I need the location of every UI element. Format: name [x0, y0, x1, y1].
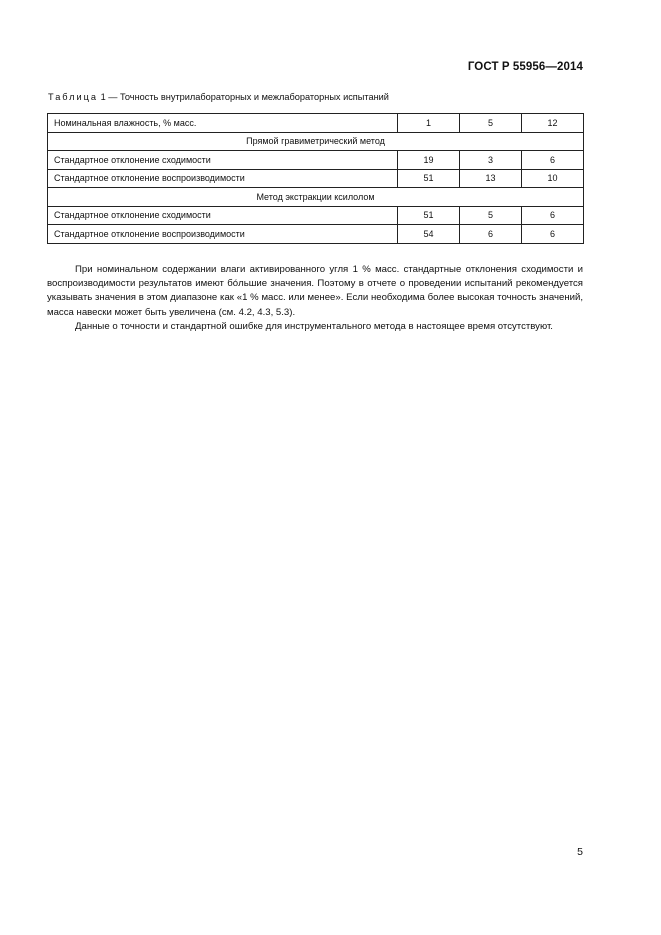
table-row — [48, 206, 584, 225]
page-number: 5 — [577, 846, 583, 858]
table-caption-text: 1 — Точность внутрилабораторных и межлабораторных испытаний — [98, 92, 389, 102]
precision-table — [47, 113, 584, 244]
table-row — [48, 225, 584, 244]
row-value-cell: 51 — [398, 206, 460, 225]
row-value-cell: 6 — [522, 151, 584, 170]
header-value-cell: 1 — [398, 114, 460, 133]
table-row — [48, 169, 584, 188]
row-label-cell: Стандартное отклонение воспроизводимости — [48, 225, 398, 244]
table-row — [48, 151, 584, 170]
row-label-cell: Стандартное отклонение сходимости — [48, 206, 398, 225]
table-caption — [48, 92, 389, 102]
row-value-cell: 51 — [398, 169, 460, 188]
table-section-row — [48, 188, 584, 207]
row-value-cell: 6 — [460, 225, 522, 244]
row-label-cell: Стандартное отклонение воспроизводимости — [48, 169, 398, 188]
body-text — [47, 263, 583, 334]
row-value-cell: 13 — [460, 169, 522, 188]
header-value-cell: 12 — [522, 114, 584, 133]
row-value-cell: 6 — [522, 225, 584, 244]
document-code: ГОСТ Р 55956—2014 — [467, 61, 583, 73]
paragraph: При номинальном содержании влаги активированного угля 1 % масс. стандартные отклонения сходимости и воспроизводимости результатов имеют бóльшие значения. Поэтому в отчете о проведении испытаний рекомендуется указывать значения в этом диапазоне как «1 % масс. или менее». Если необходима более высокая точность значений, масса навески может быть увеличена (см. 4.2, 4.3, 5.3). — [47, 264, 583, 318]
row-value-cell: 19 — [398, 151, 460, 170]
header-label-cell: Номинальная влажность, % масс. — [48, 114, 398, 133]
row-value-cell: 3 — [460, 151, 522, 170]
row-value-cell: 10 — [522, 169, 584, 188]
table-section-row — [48, 132, 584, 151]
header-value-cell: 5 — [460, 114, 522, 133]
table-caption-label: Таблица — [48, 92, 99, 102]
row-label-cell: Стандартное отклонение сходимости — [48, 151, 398, 170]
table-header-row — [48, 114, 584, 133]
paragraph: Данные о точности и стандартной ошибке для инструментального метода в настоящее время отсутствуют. — [75, 320, 553, 332]
section-title-cell: Метод экстракции ксилолом — [48, 188, 584, 207]
section-title-cell: Прямой гравиметрический метод — [48, 132, 584, 151]
row-value-cell: 6 — [522, 206, 584, 225]
row-value-cell: 5 — [460, 206, 522, 225]
row-value-cell: 54 — [398, 225, 460, 244]
